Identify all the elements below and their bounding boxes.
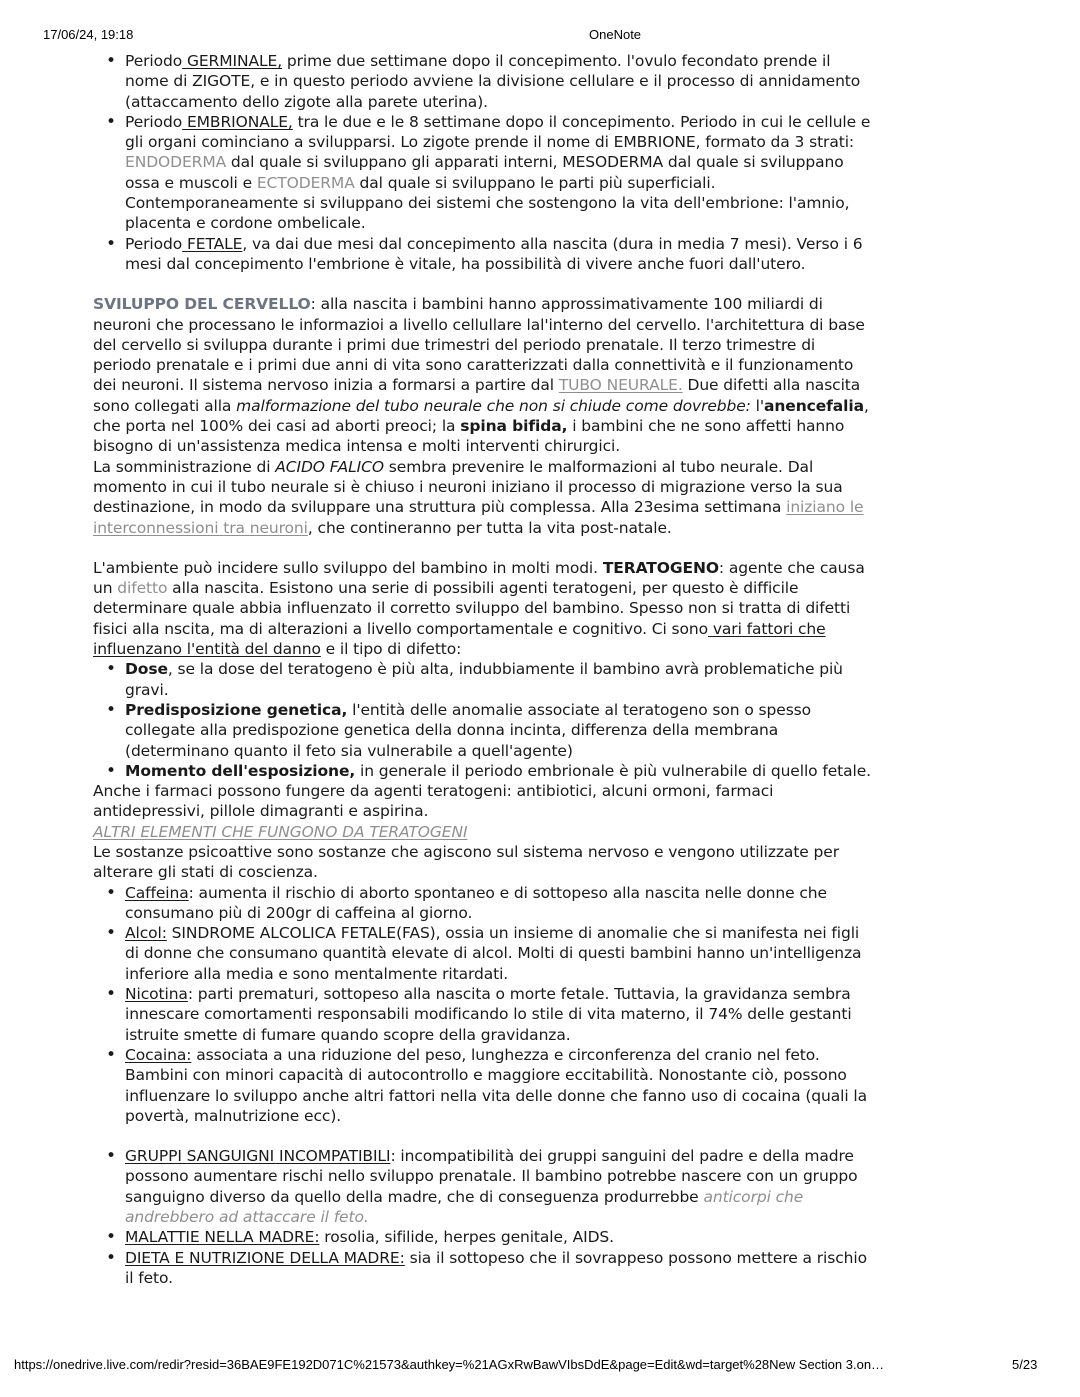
list-item-cocaina: • Cocaina: associata a una riduzione del peso, lunghezza e circonferenza del cranio nel feto. Bambini con minori capacità di autocontrollo e maggiore eccitabilità. Nonostante ciò, possono influenzare lo sviluppo anche altri fattori nella vita delle donne che fanno uso di cocaina (quali la povertà, malnutrizione ecc). <box>125 1045 871 1126</box>
term-ectoderma: ECTODERMA <box>256 173 355 192</box>
paragraph-environment: L'ambiente può incidere sullo sviluppo del bambino in molti modi. TERATOGENO: agente che causa un difetto alla nascita. Esistono una serie di possibili agenti teratogeni, per questo è difficile determinare quale abbia influenzato il corretto sviluppo del bambino. Spesso non si tratta di difetti fisici alla nscita, ma di alterazioni a livello comportamentale e cognitivo. Ci sono vari fattori che influenzano l'entità del danno e il tipo di difetto: <box>93 558 865 659</box>
term-fetale: FETALE <box>182 234 243 253</box>
link-tubo-neurale[interactable]: TUBO NEURALE. <box>558 376 683 395</box>
page-number: 5/23 <box>1012 1357 1038 1372</box>
list-item-momento: • Momento dell'esposizione, in generale il periodo embrionale è più vulnerabile di quello fetale. <box>125 761 871 781</box>
term-endoderma: ENDODERMA <box>125 153 227 172</box>
list-item-malattie: • MALATTIE NELLA MADRE: rosolia, sifilide, herpes genitale, AIDS. <box>125 1227 871 1247</box>
list-item-alcol: • Alcol: SINDROME ALCOLICA FETALE(FAS), ossia un insieme di anomalie che si manifesta nei figli di donne che consumano quantità elevate di alcol. Molti di questi bambini hanno un'intelligenza inferiore alla media e sono mentalmente ritardati. <box>125 923 871 984</box>
term-germinale: GERMINALE, <box>182 52 283 70</box>
print-timestamp: 17/06/24, 19:18 <box>43 27 134 42</box>
link-interconnessioni[interactable]: iniziano le interconnessioni tra neuroni <box>93 498 864 537</box>
factors-list <box>93 659 871 781</box>
list-item-caffeina: • Caffeina: aumenta il rischio di aborto spontaneo e di sottopeso alla nascita nelle donne che consumano più di 200gr di caffeina al giorno. <box>125 883 871 924</box>
link-altri-elementi[interactable]: ALTRI ELEMENTI CHE FUNGONO DA TERATOGENI <box>93 822 468 841</box>
list-item-embrionale: • Periodo EMBRIONALE, tra le due e le 8 settimane dopo il concepimento. Periodo in cui le cellule e gli organi cominciano a svilupparsi. Lo zigote prende il nome di EMBRIONE, formato da 3 strati: ENDODERMA dal quale si sviluppano gli apparati interni, MESODERMA dal quale si sviluppano ossa e muscoli e ECTODERMA dal quale si sviluppano le parti più superficiali. Contemporaneamente si sviluppano dei sistemi che sostengono la vita dell'embrione: l'amnio, placenta e cordone ombelicale. <box>125 112 871 234</box>
list-item-dose: • Dose, se la dose del teratogeno è più alta, indubbiamente il bambino avrà problematiche più gravi. <box>125 659 871 700</box>
paragraph-brain: SVILUPPO DEL CERVELLO: alla nascita i bambini hanno approssimativamente 100 miliardi di neuroni che processano le informazioi a livello cellullare lal'interno del cervello. l'architettura di base del cervello si sviluppa durante i primi due trimestri del periodo prenatale. Il terzo trimestre di periodo prenatale e i primi due anni di vita sono caratterizzati dalla connettività e il funzionamento dei neuroni. Il sistema nervoso inizia a formarsi a partire dal TUBO NEURALE. Due difetti alla nascita sono collegati alla malformazione del tubo neurale che non si chiude come dovrebbe: l'anencefalia, che porta nel 100% dei casi ad aborti preoci; la spina bifida, i bambini che ne sono affetti hanno bisogno di un'assistenza medica intensa e molti interventi chirurgici. <box>93 295 869 456</box>
paragraph-acido-folico: La somministrazione di ACIDO FALICO sembra prevenire le malformazioni al tubo neurale. Dal momento in cui il tubo neurale si è chiuso i neuroni iniziano il processo di migrazione verso la sua destinazione, in modo da sviluppare una struttura più complessa. Alla 23esima settimana iniziano le interconnessioni tra neuroni, che contineranno per tutta la vita post-natale. <box>93 457 864 537</box>
term-embrionale: EMBRIONALE, <box>182 112 293 131</box>
list-item-fetale: • Periodo FETALE, va dai due mesi dal concepimento alla nascita (dura in media 7 mesi). Verso i 6 mesi dal concepimento l'embrione è vitale, ha possibilità di vivere anche fuori dall'utero. <box>125 234 871 275</box>
list-item-gruppi-sanguigni: • GRUPPI SANGUIGNI INCOMPATIBILI: incompatibilità dei gruppi sanguini del padre e della madre possono aumentare rischi nello sviluppo prenatale. Il bambino potrebbe nascere con un gruppo sanguigno diverso da quello della madre, che di conseguenza produrrebbe anticorpi che andrebbero ad attaccare il feto. <box>125 1146 871 1227</box>
list-item-nicotina: • Nicotina: parti prematuri, sottopeso alla nascita o morte fetale. Tuttavia, la gravidanza sembra innescare comortamenti responsabili modificando lo stile di vita materno, il 74% delle gestanti istruite smette di fumare quando scopre della gravidanza. <box>125 984 871 1045</box>
print-url: https://onedrive.live.com/redir?resid=36BAE9FE192D071C%21573&authkey=%21AGxRwBawVIbsDdE&page=Edit&wd=target%28New Section 3.on… <box>14 1357 885 1372</box>
list-item-dieta: • DIETA E NUTRIZIONE DELLA MADRE: sia il sottopeso che il sovrappeso possono mettere a rischio il feto. <box>125 1248 871 1289</box>
maternal-list <box>93 1146 871 1288</box>
list-item-germinale: • Periodo GERMINALE, prime due settimane dopo il concepimento. l'ovulo fecondato prende il nome di ZIGOTE, e in questo periodo avviene la divisione cellulare e il processo di annidamento (attaccamento dello zigote alla parete uterina). <box>125 51 871 112</box>
term-teratogeno: TERATOGENO <box>602 558 719 577</box>
heading-sviluppo-cervello: SVILUPPO DEL CERVELLO <box>93 295 311 314</box>
substances-list <box>93 883 871 1127</box>
list-item-predisposizione: • Predisposizione genetica, l'entità delle anomalie associate al teratogeno son o spesso collegate alla predispozione genetica della donna incinta, differenza della membrana (determinano quanto il feto sia vulnerabile a quell'agente) <box>125 700 871 761</box>
note-content <box>93 51 871 1288</box>
periods-list <box>93 51 871 274</box>
paragraph-psicoattive: Le sostanze psicoattive sono sostanze che agiscono sul sistema nervoso e vengono utilizzate per alterare gli stati di coscienza. <box>93 842 840 882</box>
paragraph-farmaci: Anche i farmaci possono fungere da agenti teratogeni: antibiotici, alcuni ormoni, farmaci antidepressivi, pillole dimagranti e aspirina. <box>93 782 774 821</box>
print-app-title: OneNote <box>589 27 642 42</box>
